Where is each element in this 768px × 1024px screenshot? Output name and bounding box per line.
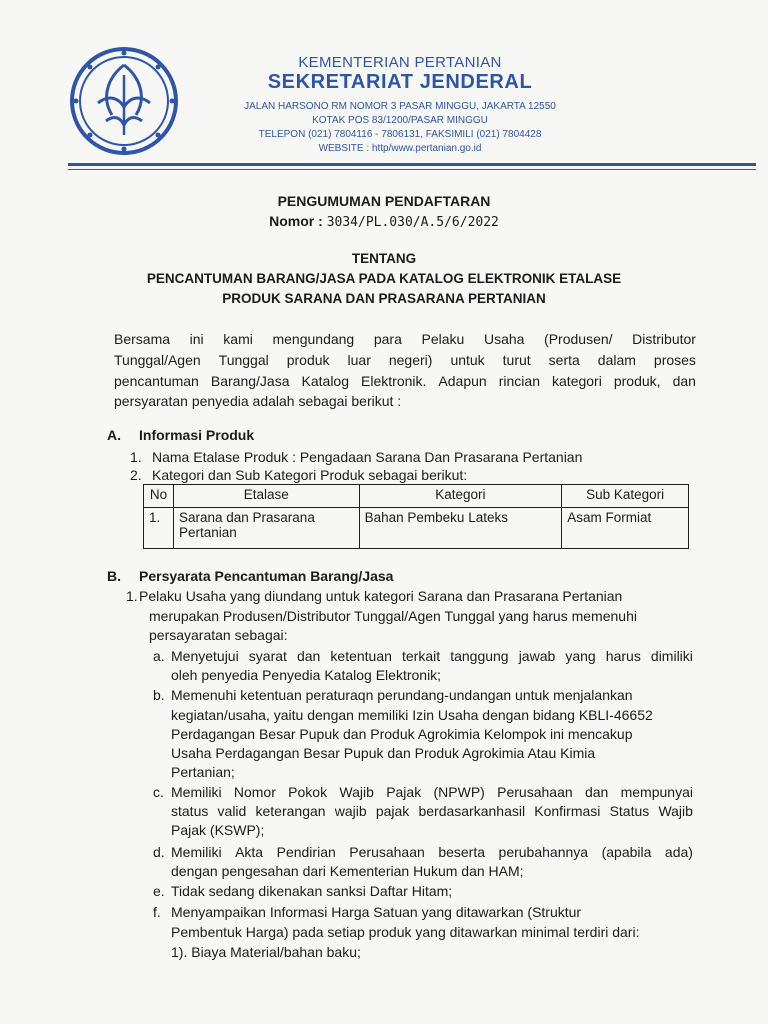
- product-table: [143, 484, 689, 549]
- list-number: 1.: [130, 449, 142, 465]
- word: pencantuman: [114, 373, 199, 389]
- cell-etalase: [173, 508, 359, 549]
- section-a-title: Informasi Produk: [139, 427, 255, 443]
- requirement-a: [171, 648, 693, 664]
- word: Status: [609, 803, 650, 819]
- word: dalam: [597, 352, 636, 368]
- word: Pelaku: [421, 331, 465, 347]
- sub-item-marker: d.: [153, 844, 165, 860]
- word: negeri): [388, 352, 433, 368]
- category-intro: Kategori dan Sub Kategori Produk sebagai berikut:: [152, 467, 468, 483]
- word: Adapun: [438, 373, 487, 389]
- word: harus: [605, 648, 641, 664]
- requirement-d: dengan pengesahan dari Kementerian Hukum dan HAM;: [171, 863, 524, 879]
- requirement-f: Pembentuk Harga) pada setiap produk yang ditawarkan minimal terdiri dari:: [171, 924, 640, 940]
- word: Tunggal: [218, 352, 269, 368]
- requirement-f: Menyampaikan Informasi Harga Satuan yang ditawarkan (Struktur: [171, 904, 582, 920]
- word: Wajib: [658, 803, 693, 819]
- about-label: TENTANG: [351, 251, 417, 266]
- cell-kategori: Bahan Pembeku Lateks: [359, 508, 562, 549]
- intro-line: [114, 352, 696, 368]
- word: rincian: [498, 373, 540, 389]
- cell-no: 1.: [144, 508, 174, 549]
- justified-line: [171, 803, 693, 819]
- requirement-text: merupakan Produsen/Distributor Tunggal/Agen Tunggal yang harus memenuhi: [149, 608, 637, 624]
- word: ketentuan: [330, 648, 392, 664]
- justified-line: [171, 844, 693, 860]
- letterhead-unit: SEKRETARIAT JENDERAL: [267, 71, 533, 93]
- word: Pokok: [288, 784, 328, 800]
- cell-etalase-line: Pertanian: [178, 525, 237, 540]
- etalase-name: Nama Etalase Produk : Pengadaan Sarana Dan Prasarana Pertanian: [152, 449, 583, 465]
- requirement-c: [171, 803, 693, 819]
- letterhead-address-line: KOTAK POS 83/1200/PASAR MINGGU: [312, 115, 488, 126]
- word: dan: [672, 373, 696, 389]
- justified-line: [114, 352, 696, 368]
- requirement-c: [171, 784, 693, 800]
- word: dan: [296, 648, 321, 664]
- word: pajak: [375, 803, 410, 819]
- number-value: 3034/PL.030/A.5/6/2022: [326, 215, 499, 230]
- requirement-b: Memenuhi ketentuan peraturaqn perundang-undangan untuk menjalankan: [171, 687, 633, 703]
- sub-item-marker: f.: [153, 904, 161, 920]
- intro-line: persyaratan penyedia adalah sebagai berikut :: [114, 393, 402, 409]
- word: beserta: [438, 844, 486, 860]
- word: Elektronik.: [361, 373, 427, 389]
- justified-line: [171, 784, 693, 800]
- word: Pajak: [386, 784, 422, 800]
- word: Perusahaan: [349, 844, 425, 860]
- word: Tunggal/Agen: [114, 352, 201, 368]
- word: berdasarkanhasil: [418, 803, 526, 819]
- requirement-a: oleh penyedia Penyedia Katalog Elektronik;: [171, 667, 442, 683]
- header-no: No: [144, 485, 174, 508]
- requirement-b: Usaha Perdagangan Besar Pupuk dan Produk Agrokimia Atau Kimia: [171, 745, 596, 761]
- word: serta: [548, 352, 580, 368]
- letterhead-phone-line: TELEPON (021) 7804116 - 7806131, FAKSIMILI (021) 7804428: [258, 129, 542, 140]
- cell-etalase-line: Sarana dan Prasarana: [178, 510, 315, 525]
- word: untuk: [450, 352, 485, 368]
- section-a-marker: A.: [107, 427, 121, 443]
- justified-line: [114, 331, 696, 347]
- announcement-number: [0, 213, 768, 230]
- requirement-b: Perdagangan Besar Pupuk dan Produk Agrokimia Kelompok ini mencakup: [171, 726, 633, 742]
- word: perubahannya: [498, 844, 589, 860]
- word: Perusahaan: [497, 784, 573, 800]
- word: Nomor: [233, 784, 276, 800]
- word: Barang/Jasa: [210, 373, 290, 389]
- word: ini: [189, 331, 204, 347]
- letterhead-divider-thin: [68, 169, 756, 170]
- intro-line: [114, 373, 696, 389]
- sub-item-marker: b.: [153, 687, 165, 703]
- sub-item-marker: c.: [153, 784, 164, 800]
- section-b-title: Persyarata Pencantuman Barang/Jasa: [139, 568, 394, 584]
- word: proses: [653, 352, 696, 368]
- requirement-c: Pajak (KSWP);: [171, 822, 265, 838]
- word: ada): [664, 844, 693, 860]
- word: Bersama: [114, 331, 171, 347]
- justified-line: [171, 648, 693, 664]
- requirement-b: Pertanian;: [171, 764, 235, 780]
- list-number: 1.: [126, 588, 138, 604]
- word: Memiliki: [171, 844, 222, 860]
- word: valid: [217, 803, 247, 819]
- letterhead-address-line: JALAN HARSONO RM NOMOR 3 PASAR MINGGU, JAKARTA 12550: [244, 101, 556, 112]
- word: dimiliki: [650, 648, 693, 664]
- word: Akta: [235, 844, 264, 860]
- word: produk: [286, 352, 330, 368]
- sub-item-marker: a.: [153, 648, 165, 664]
- sub-item-marker: e.: [153, 883, 165, 899]
- word: Menyetujui: [171, 648, 239, 664]
- subject-line: PRODUK SARANA DAN PRASARANA PERTANIAN: [222, 291, 546, 306]
- letterhead-website-line: WEBSITE : http/www.pertanian.go.id: [318, 143, 482, 154]
- word: kami: [223, 331, 253, 347]
- word: Katalog: [301, 373, 349, 389]
- section-b-marker: B.: [107, 568, 121, 584]
- word: syarat: [248, 648, 287, 664]
- header-etalase: Etalase: [173, 485, 359, 508]
- letterhead-ministry: KEMENTERIAN PERTANIAN: [298, 54, 502, 71]
- word: turut: [502, 352, 531, 368]
- ministry-logo-icon: [68, 45, 180, 157]
- word: produk,: [613, 373, 661, 389]
- table-row: [144, 508, 689, 549]
- word: Konfirmasi: [534, 803, 601, 819]
- word: mengundang: [272, 331, 355, 347]
- word: dan: [584, 784, 609, 800]
- word: Distributor: [632, 331, 696, 347]
- requirement-b: kegiatan/usaha, yaitu dengan memiliki Izin Usaha dengan bidang KBLI-46652: [171, 707, 653, 723]
- word: luar: [347, 352, 371, 368]
- word: terkait: [402, 648, 441, 664]
- word: wajib: [334, 803, 367, 819]
- letterhead-divider: [68, 163, 756, 166]
- number-label: Nomor :: [269, 213, 323, 229]
- cell-sub-kategori: Asam Formiat: [562, 508, 689, 549]
- word: para: [373, 331, 402, 347]
- justified-line: [114, 373, 696, 389]
- word: keterangan: [255, 803, 326, 819]
- announcement-title: PENGUMUMAN PENDAFTARAN: [277, 193, 491, 209]
- word: Pendirian: [276, 844, 336, 860]
- list-number: 2.: [130, 467, 142, 483]
- word: tanggung: [450, 648, 509, 664]
- table-header-row: [144, 485, 689, 508]
- word: Wajib: [339, 784, 374, 800]
- word: yang: [565, 648, 596, 664]
- header-sub-kategori: Sub Kategori: [562, 485, 689, 508]
- intro-line: [114, 331, 696, 347]
- subject-line: PENCANTUMAN BARANG/JASA PADA KATALOG ELEKTRONIK ETALASE: [146, 271, 622, 286]
- word: status: [171, 803, 209, 819]
- word: (Produsen/: [544, 331, 613, 347]
- requirement-d: [171, 844, 693, 860]
- word: mempunyai: [620, 784, 693, 800]
- header-kategori: Kategori: [359, 485, 562, 508]
- requirement-text: Pelaku Usaha yang diundang untuk kategori Sarana dan Prasarana Pertanian: [139, 588, 623, 604]
- word: jawab: [518, 648, 556, 664]
- word: kategori: [552, 373, 602, 389]
- word: (NPWP): [433, 784, 485, 800]
- requirement-e: Tidak sedang dikenakan sanksi Daftar Hitam;: [171, 883, 453, 899]
- word: Usaha: [483, 331, 525, 347]
- requirement-text: persayaratan sebagai:: [149, 627, 288, 643]
- word: (apabila: [601, 844, 652, 860]
- requirement-f-sub: 1). Biaya Material/bahan baku;: [171, 944, 361, 960]
- word: Memiliki: [171, 784, 222, 800]
